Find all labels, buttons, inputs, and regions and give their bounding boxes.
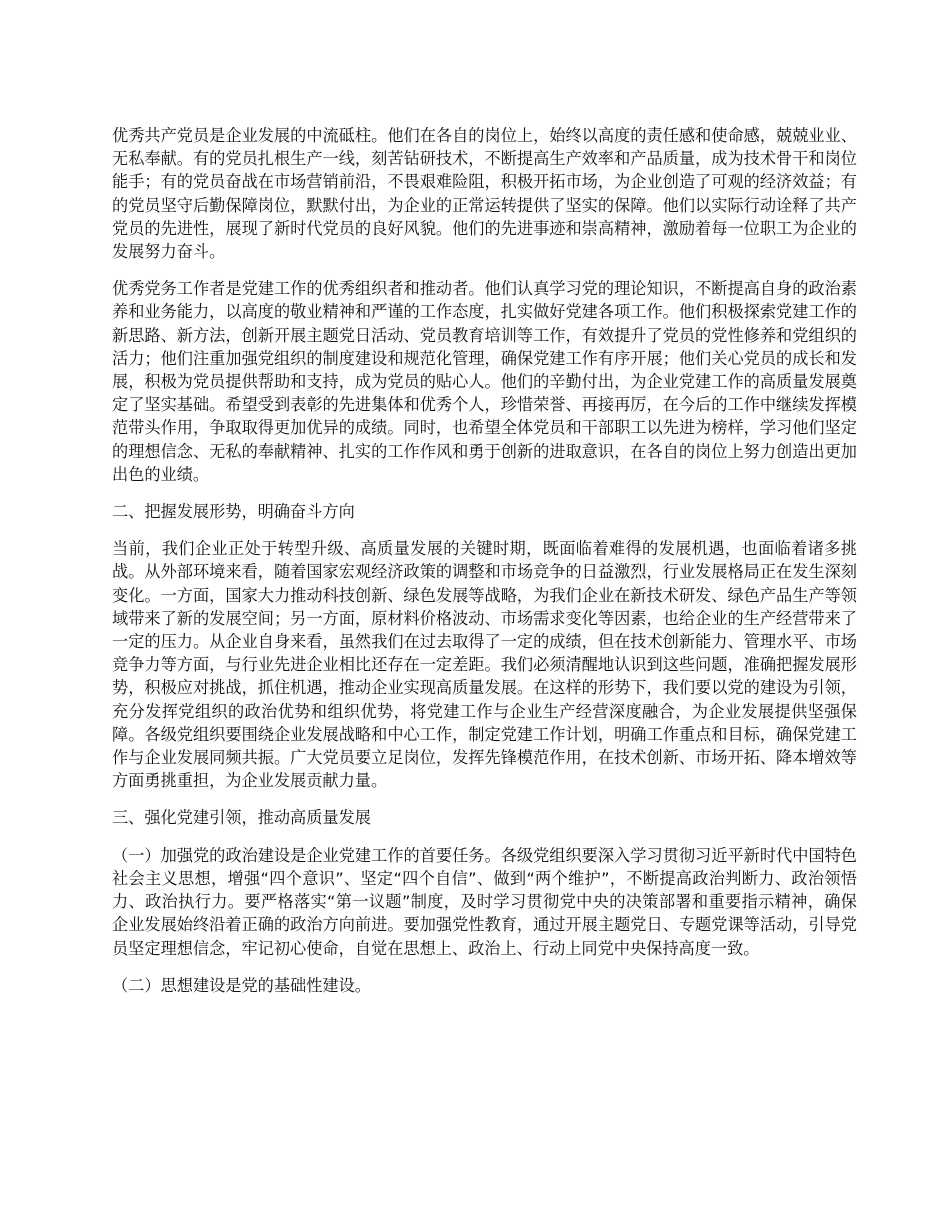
paragraph-ideological-construction: （二）思想建设是党的基础性建设。 [112, 975, 371, 995]
paragraph-excellent-party-members: 优秀共产党员是企业发展的中流砥柱。他们在各自的岗位上，始终以高度的责任感和使命感，兢兢业业、无私奉献。有的党员扎根生产一线，刻苦钻研技术，不断提高生产效率和产品质量，成为技术骨干和岗位能手；有的党员奋战在市场营销前沿，不畏艰难险阻，积极开拓市场，为企业创造了可观的经济效益；有的党员坚守后勤保障岗位，默默付出，为企业的正常运转提供了坚实的保障。他们以实际行动诠释了共产党员的先进性，展现了新时代党员的良好风貌。他们的先进事迹和崇高精神，激励着每一位职工为企业的发展努力奋斗。 [112, 126, 857, 262]
document-body [112, 124, 857, 1011]
section-heading-development-situation: 二、把握发展形势，明确奋斗方向 [112, 502, 355, 522]
paragraph-development-situation: 当前，我们企业正处于转型升级、高质量发展的关键时期，既面临着难得的发展机遇，也面临着诸多挑战。从外部环境来看，随着国家宏观经济政策的调整和市场竞争的日益激烈，行业发展格局正在发生深刻变化。一方面，国家大力推动科技创新、绿色发展等战略，为我们企业在新技术研发、绿色产品生产等领域带来了新的发展空间；另一方面，原材料价格波动、市场需求变化等因素，也给企业的生产经营带来了一定的压力。从企业自身来看，虽然我们在过去取得了一定的成绩，但在技术创新能力、管理水平、市场竞争力等方面，与行业先进企业相比还存在一定差距。我们必须清醒地认识到这些问题，准确把握发展形势，积极应对挑战，抓住机遇，推动企业实现高质量发展。在这样的形势下，我们要以党的建设为引领，充分发挥党组织的政治优势和组织优势，将党建工作与企业生产经营深度融合，为企业发展提供坚强保障。各级党组织要围绕企业发展战略和中心工作，制定党建工作计划，明确工作重点和目标，确保党建工作与企业发展同频共振。广大党员要立足岗位，发挥先锋模范作用，在技术创新、市场开拓、降本增效等方面勇挑重担，为企业发展贡献力量。 [112, 539, 857, 791]
paragraph-political-construction: （一）加强党的政治建设是企业党建工作的首要任务。各级党组织要深入学习贯彻习近平新时代中国特色社会主义思想，增强“四个意识”、坚定“四个自信”、做到“两个维护”，不断提高政治判断力、政治领悟力、政治执行力。要严格落实“第一议题”制度，及时学习贯彻党中央的决策部署和重要指示精神，确保企业发展始终沿着正确的政治方向前进。要加强党性教育，通过开展主题党日、专题党课等活动，引导党员坚定理想信念，牢记初心使命，自觉在思想上、政治上、行动上同党中央保持高度一致。 [112, 845, 857, 958]
paragraph-excellent-party-workers: 优秀党务工作者是党建工作的优秀组织者和推动者。他们认真学习党的理论知识，不断提高自身的政治素养和业务能力，以高度的敬业精神和严谨的工作态度，扎实做好党建各项工作。他们积极探索党建工作的新思路、新方法，创新开展主题党日活动、党员教育培训等工作，有效提升了党员的党性修养和党组织的活力；他们注重加强党组织的制度建设和规范化管理，确保党建工作有序开展；他们关心党员的成长和发展，积极为党员提供帮助和支持，成为党员的贴心人。他们的辛勤付出，为企业党建工作的高质量发展奠定了坚实基础。希望受到表彰的先进集体和优秀个人，珍惜荣誉、再接再厉，在今后的工作中继续发挥模范带头作用，争取取得更加优异的成绩。同时，也希望全体党员和干部职工以先进为榜样，学习他们坚定的理想信念、无私的奉献精神、扎实的工作作风和勇于创新的进取意识，在各自的岗位上努力创造出更加出色的业绩。 [112, 279, 857, 484]
section-heading-party-leadership: 三、强化党建引领，推动高质量发展 [112, 808, 371, 828]
